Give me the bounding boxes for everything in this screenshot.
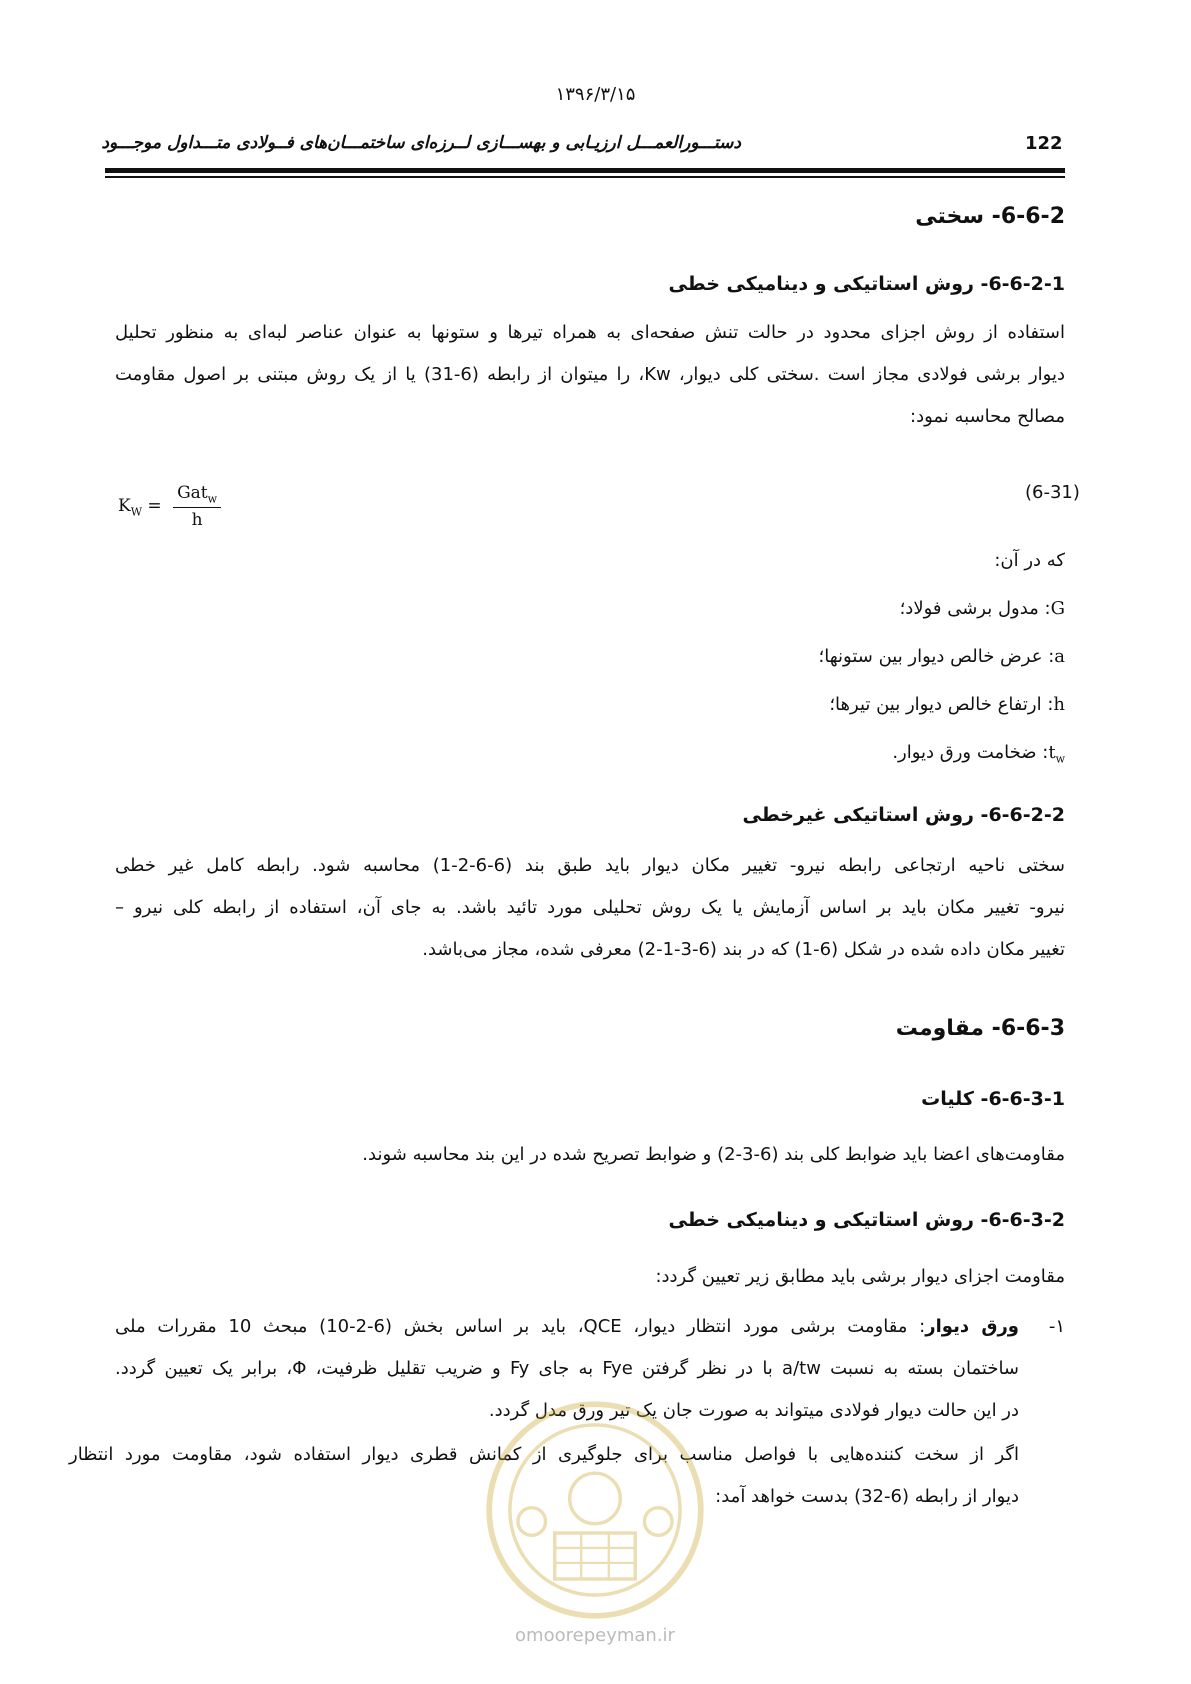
- paragraph-line: مصالح محاسبه نمود:: [910, 406, 1065, 427]
- definition-text: : عرض خالص دیوار بین ستونها؛: [818, 646, 1055, 667]
- definition-symbol: $t_w$: [1048, 742, 1065, 766]
- list-item-line: ورق دیوار: مقاومت برشی مورد انتظار دیوار، QCE، باید بر اساس بخش (6-2-10) مبحث 10 مقررات ملی: [115, 1316, 1019, 1337]
- formula-lhs-subscript: W: [130, 505, 143, 519]
- definition-text: : ارتفاع خالص دیوار بین تیرها؛: [829, 694, 1054, 715]
- formula-lhs: K: [118, 496, 131, 517]
- running-header-title: دستـــورالعمـــل ارزیـابی و بهســـازی لــرزه‌ای ساختمـــان‌های فــولادی متـــداول موجـــود: [101, 133, 741, 153]
- heading-6-6-3-1: 6-6-3-1- کلیات: [921, 1088, 1065, 1110]
- paragraph-6-6-2-2: [115, 845, 1065, 971]
- formula-fraction: [173, 483, 221, 530]
- definition-h: [829, 684, 1065, 726]
- document-date: ۱۳۹۶/۳/۱۵: [555, 84, 636, 105]
- paragraph-line: نیرو- تغییر مکان باید بر اساس آزمایش یا یک روش تحلیلی مورد تائید باشد. به جای آن، استفاده از رابطه کلی نیرو –: [115, 897, 1065, 918]
- heading-6-6-2-2: 6-6-2-2- روش استاتیکی غیرخطی: [742, 804, 1065, 826]
- heading-6-6-3: 6-6-3- مقاومت: [895, 1016, 1065, 1041]
- paragraph-6-6-2-1: [115, 312, 1065, 438]
- paragraph-line: دیوار از رابطه (6-32) بدست خواهد آمد:: [715, 1486, 1019, 1507]
- heading-6-6-2-1: 6-6-2-1- روش استاتیکی و دینامیکی خطی: [668, 273, 1065, 295]
- paragraph-6-6-3-1: مقاومت‌های اعضا باید ضوابط کلی بند (6-3-2) و ضوابط تصریح شده در این بند محاسبه شوند.: [362, 1144, 1065, 1165]
- formula-equals: =: [147, 496, 168, 517]
- list-item-line: در این حالت دیوار فولادی میتواند به صورت جان یک تیر ورق مدل گردد.: [488, 1400, 1019, 1421]
- formula-numerator: Gat$_w$: [173, 483, 221, 508]
- heading-6-6-2: 6-6-2- سختی: [915, 204, 1065, 229]
- stiffness-formula: [118, 483, 221, 530]
- definition-symbol: G: [1050, 598, 1065, 619]
- definition-symbol: h: [1053, 694, 1065, 715]
- definition-g: [900, 588, 1065, 630]
- heading-6-6-3-2: 6-6-3-2- روش استاتیکی و دینامیکی خطی: [668, 1209, 1065, 1231]
- definition-text: : ضخامت ورق دیوار.: [892, 742, 1049, 763]
- paragraph-line: دیوار برشی فولادی مجاز است .سختی کلی دیوار، Kw، را میتوان از رابطه (6-31) یا از یک روش مبتنی بر اصول مقاومت: [115, 364, 1065, 385]
- definition-text: : مدول برشی فولاد؛: [899, 598, 1051, 619]
- paragraph-line: تغییر مکان داده شده در شکل (6-1) که در بند (6-3-1-2) معرفی شده، مجاز می‌باشد.: [422, 939, 1065, 960]
- header-rule-thick: [105, 168, 1065, 173]
- definition-a: [819, 636, 1065, 678]
- where-label: که در آن:: [994, 550, 1065, 571]
- watermark-seal-icon: [480, 1395, 710, 1625]
- equation-number-6-31: (6-31): [1025, 482, 1080, 503]
- watermark-text: omoorepeyman.ir: [515, 1625, 675, 1646]
- paragraph-6-6-3-2-intro: مقاومت اجزای دیوار برشی باید مطابق زیر تعیین گردد:: [655, 1266, 1065, 1287]
- definition-tw: [892, 732, 1065, 781]
- page-number: 122: [1025, 133, 1063, 154]
- formula-denominator: h: [191, 510, 203, 531]
- header-rule-thin: [105, 176, 1065, 178]
- paragraph-line: اگر از سخت کننده‌هایی با فواصل مناسب برای جلوگیری از کمانش قطری دیوار استفاده شود، مقاومت مورد انتظار: [69, 1444, 1019, 1465]
- list-item-marker: ۱-: [1048, 1316, 1065, 1337]
- paragraph-line: سختی ناحیه ارتجاعی رابطه نیرو- تغییر مکان دیوار باید طبق بند (6-6-2-1) محاسبه شود. رابطه کامل غیر خطی: [115, 855, 1065, 876]
- definition-symbol: a: [1054, 646, 1065, 667]
- paragraph-line: استفاده از روش اجزای محدود در حالت تنش صفحه‌ای به همراه تیرها و ستونها به عنوان عناصر لبه‌ای به منظور تحلیل: [115, 322, 1065, 343]
- list-item-line: ساختمان بسته به نسبت a/tw با در نظر گرفتن Fye به جای Fy و ضریب تقلیل ظرفیت، Φ، برابر یک تعیین گردد.: [115, 1358, 1020, 1379]
- list-item-bold-label: ورق دیوار: [925, 1316, 1019, 1337]
